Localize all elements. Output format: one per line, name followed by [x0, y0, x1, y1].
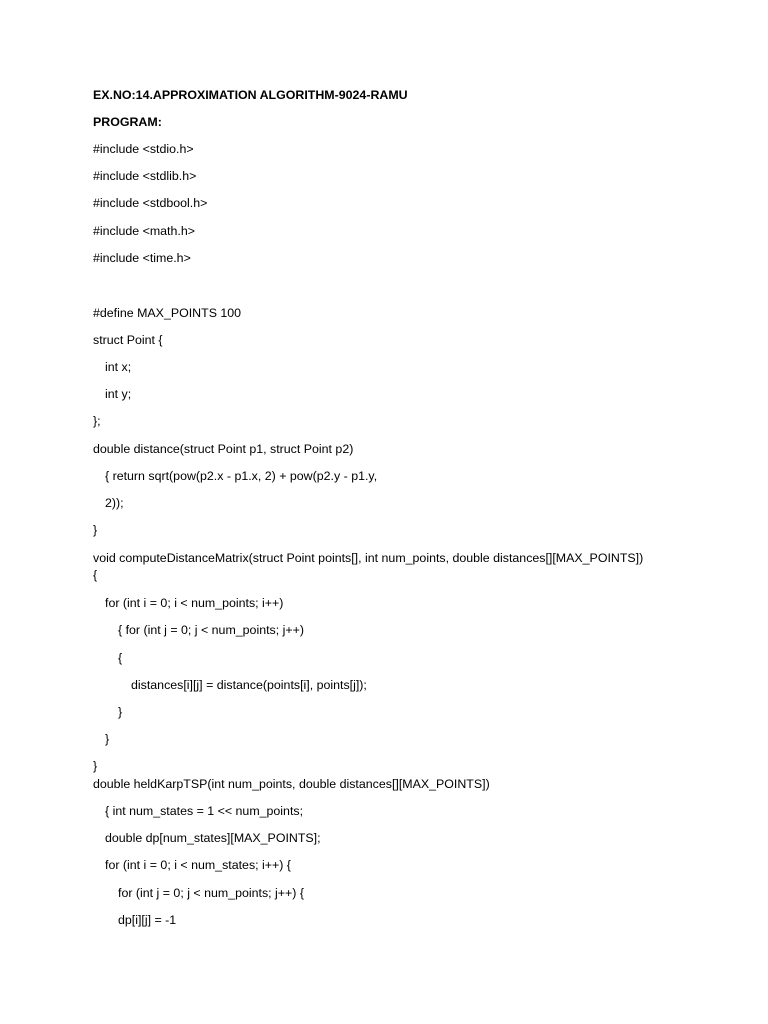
code-line: for (int i = 0; i < num_points; i++)	[105, 596, 284, 610]
code-line: { int num_states = 1 << num_points;	[105, 804, 304, 818]
code-line: {	[118, 651, 123, 665]
code-line: }	[105, 732, 110, 746]
code-line: dp[i][j] = -1	[118, 913, 177, 927]
code-line: { for (int j = 0; j < num_points; j++)	[118, 623, 304, 637]
code-line: 2));	[105, 496, 124, 510]
code-line: for (int i = 0; i < num_states; i++) {	[105, 858, 291, 872]
code-line: double dp[num_states][MAX_POINTS];	[105, 831, 321, 845]
code-line: struct Point {	[93, 333, 163, 347]
code-line: #include <stdbool.h>	[93, 196, 208, 210]
code-line: }	[118, 705, 123, 719]
code-line: distances[i][j] = distance(points[i], points[j]);	[131, 678, 367, 692]
code-line: #include <math.h>	[93, 224, 195, 238]
code-line: void computeDistanceMatrix(struct Point points[], int num_points, double distances[][MAX_POINTS])	[93, 551, 644, 565]
code-line: #include <stdlib.h>	[93, 169, 197, 183]
code-line: {	[93, 568, 98, 582]
code-line: int y;	[105, 387, 132, 401]
program-label: PROGRAM:	[93, 115, 162, 129]
code-line: double heldKarpTSP(int num_points, double distances[][MAX_POINTS])	[93, 777, 490, 791]
code-line: { return sqrt(pow(p2.x - p1.x, 2) + pow(p2.y - p1.y,	[105, 469, 378, 483]
code-line: for (int j = 0; j < num_points; j++) {	[118, 886, 304, 900]
code-line: }	[93, 523, 98, 537]
code-line: #include <stdio.h>	[93, 142, 194, 156]
document-heading: EX.NO:14.APPROXIMATION ALGORITHM-9024-RAMU	[93, 88, 408, 102]
code-line: int x;	[105, 360, 132, 374]
code-line: };	[93, 414, 101, 428]
code-line: #include <time.h>	[93, 251, 191, 265]
code-line: #define MAX_POINTS 100	[93, 306, 242, 320]
code-line: }	[93, 759, 98, 773]
code-line: double distance(struct Point p1, struct Point p2)	[93, 442, 354, 456]
